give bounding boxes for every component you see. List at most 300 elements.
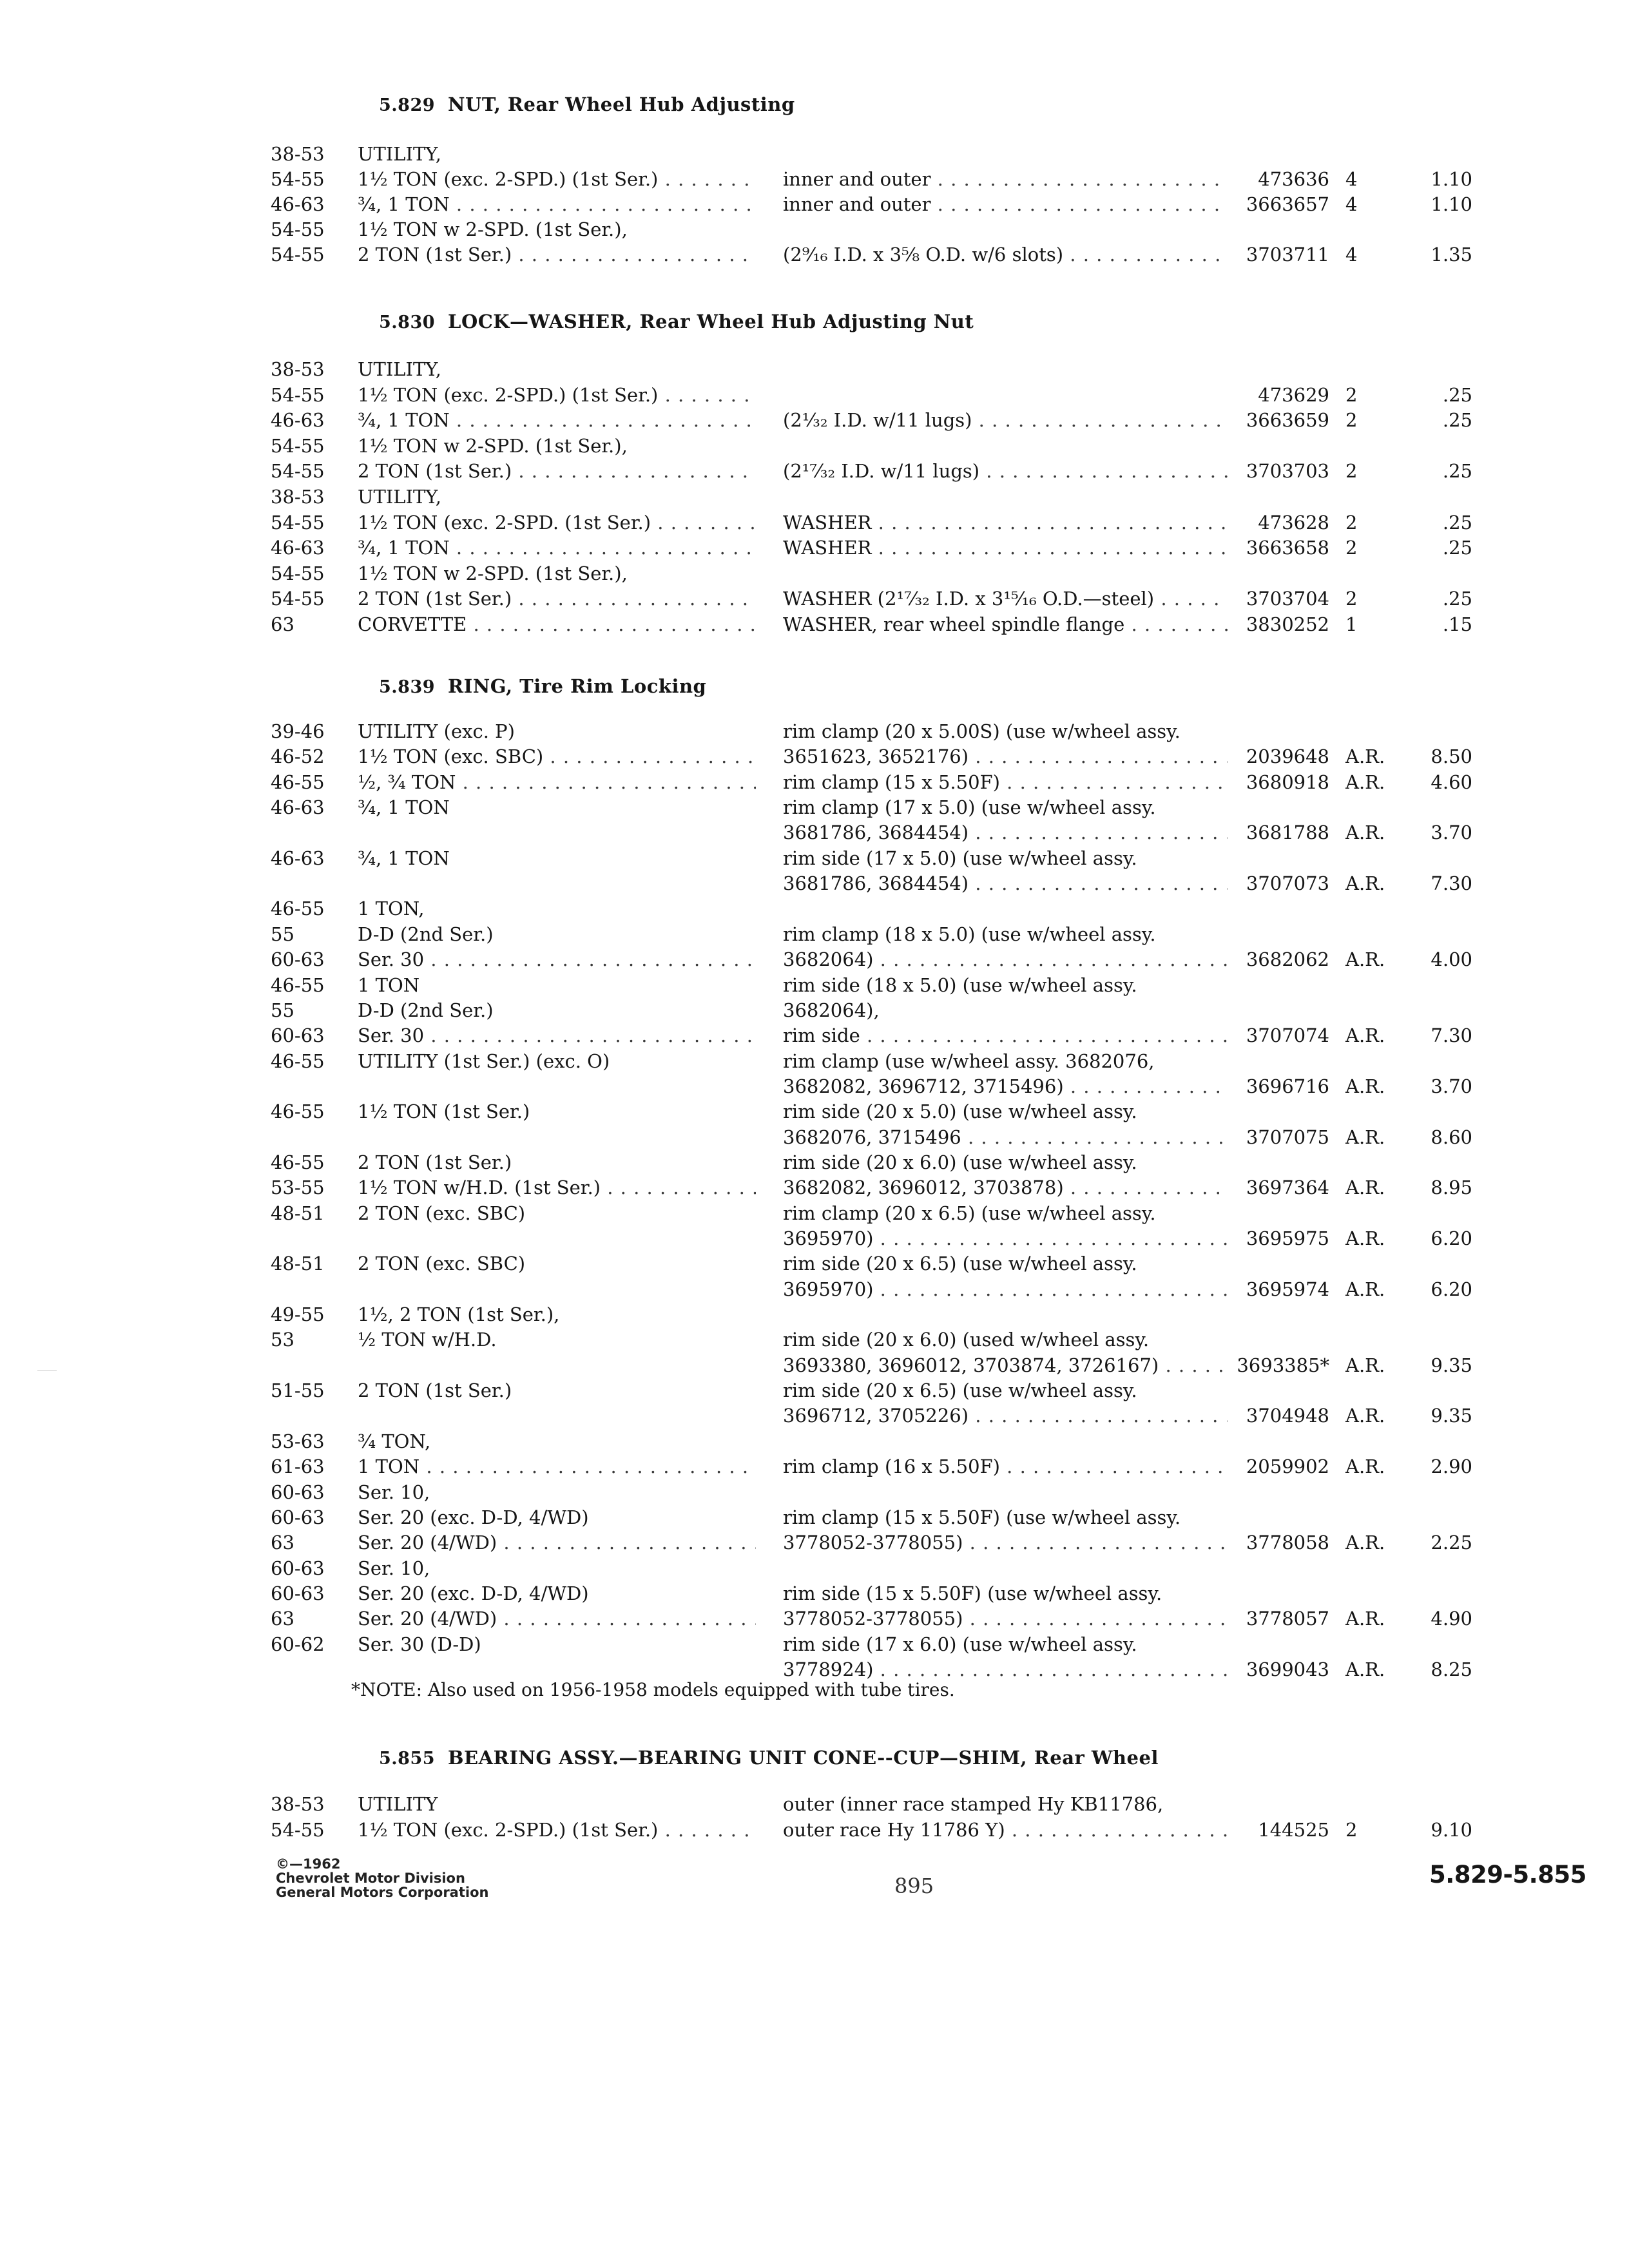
quantity-cell-text: 4 — [1345, 193, 1358, 215]
quantity-cell-text: A.R. — [1345, 1024, 1385, 1046]
description-cell — [783, 1608, 1228, 1629]
quantity-cell-text: A.R. — [1345, 872, 1385, 894]
description-cell — [783, 1354, 1228, 1376]
section-number: 5.829 — [379, 95, 436, 115]
quantity-cell — [1345, 1405, 1397, 1427]
part-number-cell — [1233, 745, 1329, 767]
years-cell — [271, 1793, 342, 1815]
description-cell — [783, 1075, 1228, 1097]
parts-row — [0, 822, 1629, 847]
years-cell — [271, 193, 342, 215]
years-cell — [271, 384, 342, 406]
model-cell — [358, 486, 756, 508]
section-number: 5.855 — [379, 1749, 436, 1769]
description-cell-text: rim side (17 x 5.0) (use w/wheel assy. — [783, 847, 1137, 869]
description-cell-text: rim side (17 x 6.0) (use w/wheel assy. — [783, 1633, 1137, 1655]
price-cell-text: .25 — [1442, 512, 1472, 533]
description-cell — [783, 537, 1228, 559]
years-cell — [271, 1430, 342, 1452]
parts-row — [0, 512, 1629, 537]
price-cell — [1398, 745, 1472, 767]
price-cell-text: 6.20 — [1431, 1278, 1472, 1300]
part-number-cell-text: 3663659 — [1246, 409, 1329, 431]
years-cell-text: 46-63 — [271, 537, 325, 559]
parts-row — [0, 460, 1629, 486]
price-cell-text: 9.10 — [1431, 1819, 1472, 1841]
model-cell-text: UTILITY, — [358, 486, 441, 508]
description-cell-text: 3778052-3778055) . . . — [783, 1532, 1228, 1553]
parts-row — [0, 1633, 1629, 1659]
years-cell — [271, 409, 342, 431]
quantity-cell-text: A.R. — [1345, 822, 1385, 843]
parts-row — [0, 1253, 1629, 1278]
model-cell-text: 1½ TON (exc. SBC) . . . — [358, 745, 756, 767]
years-cell — [271, 796, 342, 818]
part-number-cell-text: 3703711 — [1246, 244, 1329, 265]
model-cell — [358, 796, 756, 818]
price-cell — [1398, 613, 1472, 635]
years-cell-text: 46-55 — [271, 1100, 325, 1122]
part-number-cell — [1233, 1227, 1329, 1249]
years-cell — [271, 1819, 342, 1841]
quantity-cell — [1345, 193, 1397, 215]
part-number-cell-text: 3704948 — [1246, 1405, 1329, 1427]
years-cell-text: 51-55 — [271, 1379, 325, 1401]
description-cell-text: WASHER . . . — [783, 512, 1228, 533]
model-cell — [358, 512, 756, 533]
parts-row — [0, 1532, 1629, 1557]
model-cell — [358, 974, 756, 996]
price-cell — [1398, 1819, 1472, 1841]
description-cell — [783, 1532, 1228, 1553]
part-number-cell-text: 473636 — [1258, 168, 1329, 190]
years-cell-text: 54-55 — [271, 435, 325, 457]
model-cell — [358, 1303, 756, 1325]
model-cell-text: ¾, 1 TON . . . — [358, 537, 756, 559]
model-cell — [358, 244, 756, 265]
years-cell — [271, 512, 342, 533]
model-cell — [358, 143, 756, 165]
model-cell-text: UTILITY (exc. P) — [358, 720, 515, 742]
price-cell — [1398, 1024, 1472, 1046]
years-cell-text: 54-55 — [271, 512, 325, 533]
quantity-cell-text: A.R. — [1345, 1354, 1385, 1376]
model-cell-text: Ser. 10, — [358, 1557, 430, 1579]
years-cell — [271, 435, 342, 457]
quantity-cell-text: A.R. — [1345, 1532, 1385, 1553]
quantity-cell — [1345, 1354, 1397, 1376]
price-cell-text: 2.90 — [1431, 1456, 1472, 1477]
years-cell-text: 53 — [271, 1329, 294, 1350]
description-cell — [783, 512, 1228, 533]
parts-row — [0, 1075, 1629, 1101]
parts-row — [0, 435, 1629, 461]
model-cell-text: D-D (2nd Ser.) — [358, 923, 494, 945]
years-cell — [271, 745, 342, 767]
years-cell-text: 60-63 — [271, 1582, 325, 1604]
price-cell-text: 9.35 — [1431, 1405, 1472, 1427]
description-cell — [783, 1024, 1228, 1046]
parts-row — [0, 1582, 1629, 1608]
price-cell-text: 1.10 — [1431, 168, 1472, 190]
parts-row — [0, 244, 1629, 269]
years-cell-text: 60-63 — [271, 1481, 325, 1503]
description-cell — [783, 1329, 1228, 1350]
description-cell-text: rim clamp (20 x 5.00S) (use w/wheel assy. — [783, 720, 1181, 742]
parts-row — [0, 1278, 1629, 1304]
part-number-cell-text: 3697364 — [1246, 1177, 1329, 1198]
description-cell-text: 3682082, 3696012, 3703878) . . . — [783, 1177, 1228, 1198]
parts-row — [0, 1819, 1629, 1845]
quantity-cell-text: A.R. — [1345, 1126, 1385, 1148]
years-cell — [271, 244, 342, 265]
section-title: RING, Tire Rim Locking — [448, 675, 707, 697]
parts-row — [0, 1329, 1629, 1354]
description-cell-text: 3693380, 3696012, 3703874, 3726167) . . . — [783, 1354, 1228, 1376]
price-cell-text: 8.50 — [1431, 745, 1472, 767]
description-cell — [783, 872, 1228, 894]
years-cell — [271, 898, 342, 919]
quantity-cell — [1345, 409, 1397, 431]
description-cell-text: WASHER (2¹⁷⁄₃₂ I.D. x 3¹⁵⁄₁₆ O.D.—steel) . . . — [783, 588, 1228, 610]
part-number-cell — [1233, 193, 1329, 215]
part-number-cell — [1233, 613, 1329, 635]
description-cell — [783, 796, 1228, 818]
part-number-cell — [1233, 1658, 1329, 1680]
description-cell-text: 3695970) . . . — [783, 1227, 1228, 1249]
description-cell-text: outer race Hy 11786 Y) . . . — [783, 1819, 1228, 1841]
price-cell-text: 8.25 — [1431, 1658, 1472, 1680]
section-heading — [379, 311, 974, 332]
price-cell — [1398, 168, 1472, 190]
parts-row — [0, 1202, 1629, 1228]
description-cell — [783, 613, 1228, 635]
model-cell-text: 1½ TON (1st Ser.) — [358, 1100, 530, 1122]
model-cell-text: 2 TON (exc. SBC) — [358, 1253, 526, 1274]
price-cell — [1398, 384, 1472, 406]
parts-row — [0, 1354, 1629, 1380]
parts-row — [0, 1100, 1629, 1126]
parts-row — [0, 771, 1629, 797]
model-cell — [358, 999, 756, 1021]
years-cell-text: 63 — [271, 613, 294, 635]
price-cell — [1398, 771, 1472, 793]
price-cell-text: 4.00 — [1431, 948, 1472, 970]
quantity-cell-text: 1 — [1345, 613, 1358, 635]
description-cell-text: rim side (20 x 5.0) (use w/wheel assy. — [783, 1100, 1137, 1122]
price-cell — [1398, 872, 1472, 894]
description-cell — [783, 1050, 1228, 1072]
price-cell-text: 2.25 — [1431, 1532, 1472, 1553]
years-cell-text: 38-53 — [271, 358, 325, 380]
price-cell-text: 7.30 — [1431, 872, 1472, 894]
model-cell-text: UTILITY, — [358, 143, 441, 165]
years-cell — [271, 1633, 342, 1655]
years-cell — [271, 143, 342, 165]
years-cell — [271, 1582, 342, 1604]
model-cell-text: Ser. 30 (D-D) — [358, 1633, 481, 1655]
parts-row — [0, 1557, 1629, 1583]
quantity-cell-text: A.R. — [1345, 745, 1385, 767]
description-cell-text: rim clamp (17 x 5.0) (use w/wheel assy. — [783, 796, 1156, 818]
quantity-cell — [1345, 1532, 1397, 1553]
model-cell-text: UTILITY — [358, 1793, 438, 1815]
price-cell-text: 3.70 — [1431, 1075, 1472, 1097]
description-cell — [783, 1100, 1228, 1122]
quantity-cell — [1345, 244, 1397, 265]
description-cell-text: outer (inner race stamped Hy KB11786, — [783, 1793, 1164, 1815]
years-cell-text: 54-55 — [271, 244, 325, 265]
part-number-cell — [1233, 1608, 1329, 1629]
quantity-cell-text: 4 — [1345, 244, 1358, 265]
years-cell — [271, 1481, 342, 1503]
model-cell — [358, 562, 756, 584]
parts-row — [0, 1456, 1629, 1481]
years-cell-text: 60-63 — [271, 1024, 325, 1046]
years-cell — [271, 948, 342, 970]
parts-row — [0, 923, 1629, 949]
price-cell-text: 4.90 — [1431, 1608, 1472, 1629]
part-number-cell — [1233, 771, 1329, 793]
price-cell-text: 8.60 — [1431, 1126, 1472, 1148]
part-number-cell — [1233, 1278, 1329, 1300]
price-cell-text: .15 — [1442, 613, 1472, 635]
model-cell — [358, 720, 756, 742]
model-cell-text: 1½ TON w 2-SPD. (1st Ser.), — [358, 435, 628, 457]
quantity-cell — [1345, 512, 1397, 533]
model-cell — [358, 1608, 756, 1629]
quantity-cell — [1345, 1278, 1397, 1300]
model-cell-text: ¾, 1 TON — [358, 796, 450, 818]
section-title: NUT, Rear Wheel Hub Adjusting — [448, 93, 795, 115]
description-cell — [783, 1278, 1228, 1300]
corporation-line: General Motors Corporation — [276, 1885, 489, 1900]
price-cell — [1398, 460, 1472, 482]
parts-row — [0, 537, 1629, 562]
model-cell — [358, 1633, 756, 1655]
quantity-cell — [1345, 1024, 1397, 1046]
quantity-cell-text: 2 — [1345, 384, 1358, 406]
years-cell-text: 46-52 — [271, 745, 325, 767]
description-cell — [783, 1151, 1228, 1173]
years-cell — [271, 1253, 342, 1274]
price-cell — [1398, 1354, 1472, 1376]
description-cell — [783, 193, 1228, 215]
quantity-cell — [1345, 1227, 1397, 1249]
parts-row — [0, 898, 1629, 923]
description-cell-text: 3696712, 3705226) . . . — [783, 1405, 1228, 1427]
part-number-cell-text: 3778057 — [1246, 1608, 1329, 1629]
model-cell-text: 1 TON . . . — [358, 1456, 756, 1477]
years-cell — [271, 486, 342, 508]
description-cell — [783, 1819, 1228, 1841]
model-cell-text: 2 TON (1st Ser.) . . . — [358, 588, 756, 610]
description-cell-text: rim side (15 x 5.50F) (use w/wheel assy. — [783, 1582, 1162, 1604]
years-cell — [271, 974, 342, 996]
part-number-cell — [1233, 948, 1329, 970]
model-cell — [358, 358, 756, 380]
years-cell-text: 46-63 — [271, 847, 325, 869]
description-cell-text: inner and outer . . . — [783, 168, 1228, 190]
section-number: 5.830 — [379, 312, 436, 332]
description-cell-text: 3682082, 3696712, 3715496) . . . — [783, 1075, 1228, 1097]
description-cell — [783, 720, 1228, 742]
years-cell-text: 49-55 — [271, 1303, 325, 1325]
description-cell-text: rim clamp (20 x 6.5) (use w/wheel assy. — [783, 1202, 1156, 1224]
section-heading — [379, 675, 706, 697]
part-number-cell — [1233, 872, 1329, 894]
model-cell — [358, 1253, 756, 1274]
part-number-cell-text: 3707074 — [1246, 1024, 1329, 1046]
model-cell-text: 1 TON, — [358, 898, 425, 919]
part-number-cell — [1233, 1354, 1329, 1376]
years-cell — [271, 847, 342, 869]
model-cell — [358, 1793, 756, 1815]
description-cell — [783, 1177, 1228, 1198]
quantity-cell — [1345, 872, 1397, 894]
section-range: 5.829-5.855 — [1429, 1861, 1586, 1888]
price-cell-text: .25 — [1442, 460, 1472, 482]
model-cell-text: 2 TON (1st Ser.) . . . — [358, 460, 756, 482]
model-cell — [358, 1202, 756, 1224]
parts-row — [0, 409, 1629, 435]
description-cell — [783, 974, 1228, 996]
part-number-cell-text: 2039648 — [1246, 745, 1329, 767]
part-number-cell — [1233, 588, 1329, 610]
description-cell-text: inner and outer . . . — [783, 193, 1228, 215]
years-cell — [271, 923, 342, 945]
quantity-cell-text: A.R. — [1345, 1608, 1385, 1629]
price-cell — [1398, 193, 1472, 215]
model-cell — [358, 1100, 756, 1122]
section-title: LOCK—WASHER, Rear Wheel Hub Adjusting Nut — [448, 311, 974, 332]
price-cell — [1398, 409, 1472, 431]
model-cell — [358, 384, 756, 406]
description-cell — [783, 409, 1228, 431]
section-title: BEARING ASSY.—BEARING UNIT CONE--CUP—SHIM, Rear Wheel — [448, 1747, 1159, 1769]
years-cell-text: 54-55 — [271, 384, 325, 406]
years-cell-text: 38-53 — [271, 1793, 325, 1815]
model-cell — [358, 771, 756, 793]
parts-row — [0, 168, 1629, 194]
model-cell — [358, 745, 756, 767]
model-cell-text: Ser. 20 (4/WD) . . . — [358, 1532, 756, 1553]
parts-row — [0, 1177, 1629, 1202]
parts-row — [0, 999, 1629, 1025]
model-cell-text: 1½ TON (exc. 2-SPD.) (1st Ser.) . . . — [358, 384, 756, 406]
quantity-cell — [1345, 537, 1397, 559]
years-cell-text: 63 — [271, 1608, 294, 1629]
part-number-cell — [1233, 244, 1329, 265]
price-cell — [1398, 588, 1472, 610]
part-number-cell — [1233, 1177, 1329, 1198]
model-cell — [358, 1050, 756, 1072]
model-cell — [358, 898, 756, 919]
years-cell-text: 63 — [271, 1532, 294, 1553]
years-cell — [271, 1151, 342, 1173]
description-cell-text: rim side (20 x 6.5) (use w/wheel assy. — [783, 1379, 1137, 1401]
years-cell-text: 46-63 — [271, 193, 325, 215]
model-cell — [358, 1582, 756, 1604]
price-cell — [1398, 1075, 1472, 1097]
description-cell-text: rim side (20 x 6.0) (used w/wheel assy. — [783, 1329, 1150, 1350]
price-cell-text: .25 — [1442, 537, 1472, 559]
price-cell — [1398, 1405, 1472, 1427]
part-number-cell — [1233, 409, 1329, 431]
years-cell — [271, 613, 342, 635]
description-cell-text: 3682064), — [783, 999, 880, 1021]
parts-row — [0, 1405, 1629, 1430]
part-number-cell-text: 3830252 — [1246, 613, 1329, 635]
price-cell — [1398, 1532, 1472, 1553]
model-cell — [358, 1024, 756, 1046]
model-cell — [358, 193, 756, 215]
part-number-cell-text: 3707073 — [1246, 872, 1329, 894]
price-cell-text: 4.60 — [1431, 771, 1472, 793]
quantity-cell-text: A.R. — [1345, 771, 1385, 793]
parts-row — [0, 720, 1629, 746]
part-number-cell — [1233, 1819, 1329, 1841]
model-cell — [358, 218, 756, 240]
years-cell-text: 54-55 — [271, 588, 325, 610]
parts-row — [0, 974, 1629, 1000]
model-cell-text: CORVETTE . . . — [358, 613, 756, 635]
model-cell — [358, 1532, 756, 1553]
description-cell-text: 3681786, 3684454) . . . — [783, 822, 1228, 843]
quantity-cell — [1345, 168, 1397, 190]
quantity-cell-text: 2 — [1345, 409, 1358, 431]
years-cell-text: 53-63 — [271, 1430, 325, 1452]
description-cell — [783, 1405, 1228, 1427]
price-cell — [1398, 1278, 1472, 1300]
model-cell-text: 2 TON (1st Ser.) . . . — [358, 244, 756, 265]
quantity-cell — [1345, 384, 1397, 406]
description-cell-text: 3695970) . . . — [783, 1278, 1228, 1300]
quantity-cell — [1345, 460, 1397, 482]
copyright-line: ©—1962 — [276, 1856, 341, 1872]
model-cell-text: Ser. 20 (4/WD) . . . — [358, 1608, 756, 1629]
years-cell-text: 60-63 — [271, 1506, 325, 1528]
price-cell — [1398, 537, 1472, 559]
parts-row — [0, 872, 1629, 898]
description-cell-text: rim side . . . — [783, 1024, 1228, 1046]
quantity-cell — [1345, 1075, 1397, 1097]
description-cell — [783, 460, 1228, 482]
description-cell-text: rim clamp (15 x 5.50F) (use w/wheel assy. — [783, 1506, 1181, 1528]
model-cell-text: 2 TON (1st Ser.) — [358, 1379, 512, 1401]
years-cell-text: 60-62 — [271, 1633, 325, 1655]
description-cell-text: (2⁹⁄₁₆ I.D. x 3⅝ O.D. w/6 slots) . . . — [783, 244, 1228, 265]
years-cell — [271, 1557, 342, 1579]
parts-row — [0, 847, 1629, 873]
parts-row — [0, 1506, 1629, 1532]
part-number-cell — [1233, 1405, 1329, 1427]
quantity-cell — [1345, 948, 1397, 970]
model-cell-text: 1 TON — [358, 974, 420, 996]
price-cell-text: .25 — [1442, 409, 1472, 431]
parts-row — [0, 143, 1629, 169]
years-cell — [271, 1329, 342, 1350]
years-cell — [271, 1303, 342, 1325]
part-number-cell-text: 3703704 — [1246, 588, 1329, 610]
parts-row — [0, 1227, 1629, 1253]
model-cell — [358, 409, 756, 431]
parts-row — [0, 358, 1629, 384]
part-number-cell-text: 3663658 — [1246, 537, 1329, 559]
part-number-cell-text: 3695974 — [1246, 1278, 1329, 1300]
quantity-cell — [1345, 1658, 1397, 1680]
years-cell — [271, 358, 342, 380]
